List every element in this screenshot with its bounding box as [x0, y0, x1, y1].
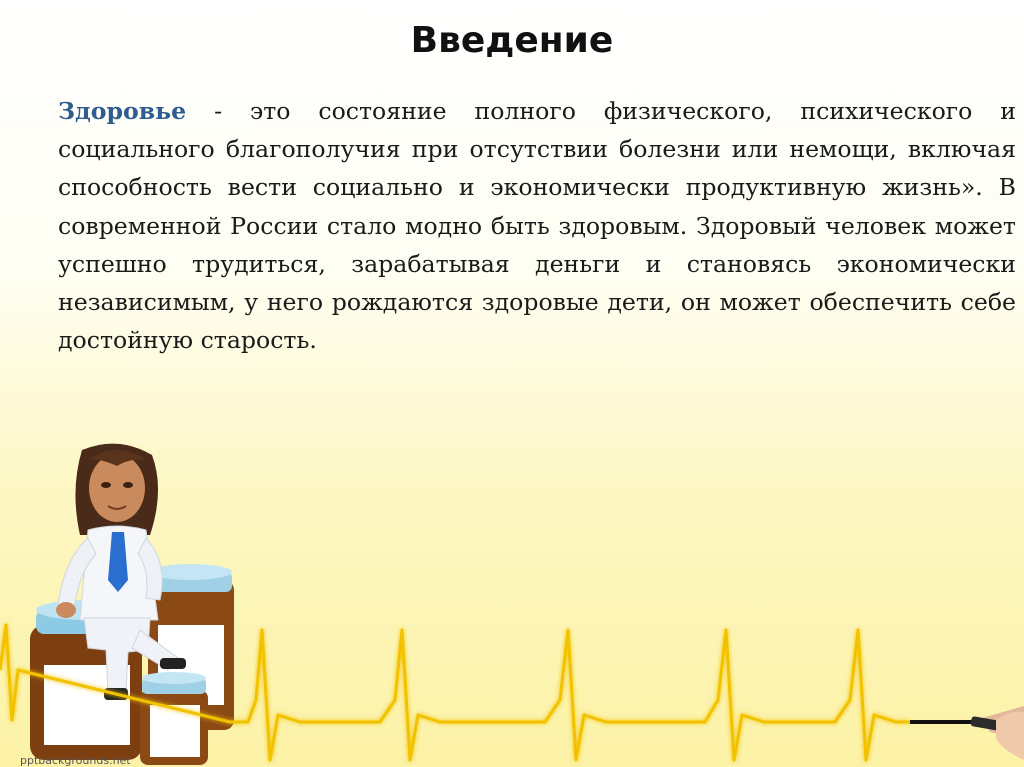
heartbeat-line-icon	[0, 600, 1024, 767]
slide-title: Введение	[410, 20, 614, 61]
pen-hand-icon	[970, 706, 1024, 760]
watermark-text: pptbackgrounds.net	[20, 754, 131, 767]
definition-text: - это состояние полного физического, психического и социального благополучия при отсутствии болезни или немощи, включая способность вести социально и экономически продуктивную жизнь». В современной России стало модно быть здоровым. Здоровый человек может успешно трудиться, зарабатывая деньги и становясь экономически независимым, у него рождаются здоровые дети, он может обеспечить себе достойную старость.	[58, 97, 1016, 355]
body-paragraph	[58, 92, 1016, 359]
term-zdorovye: Здоровье	[58, 97, 187, 125]
